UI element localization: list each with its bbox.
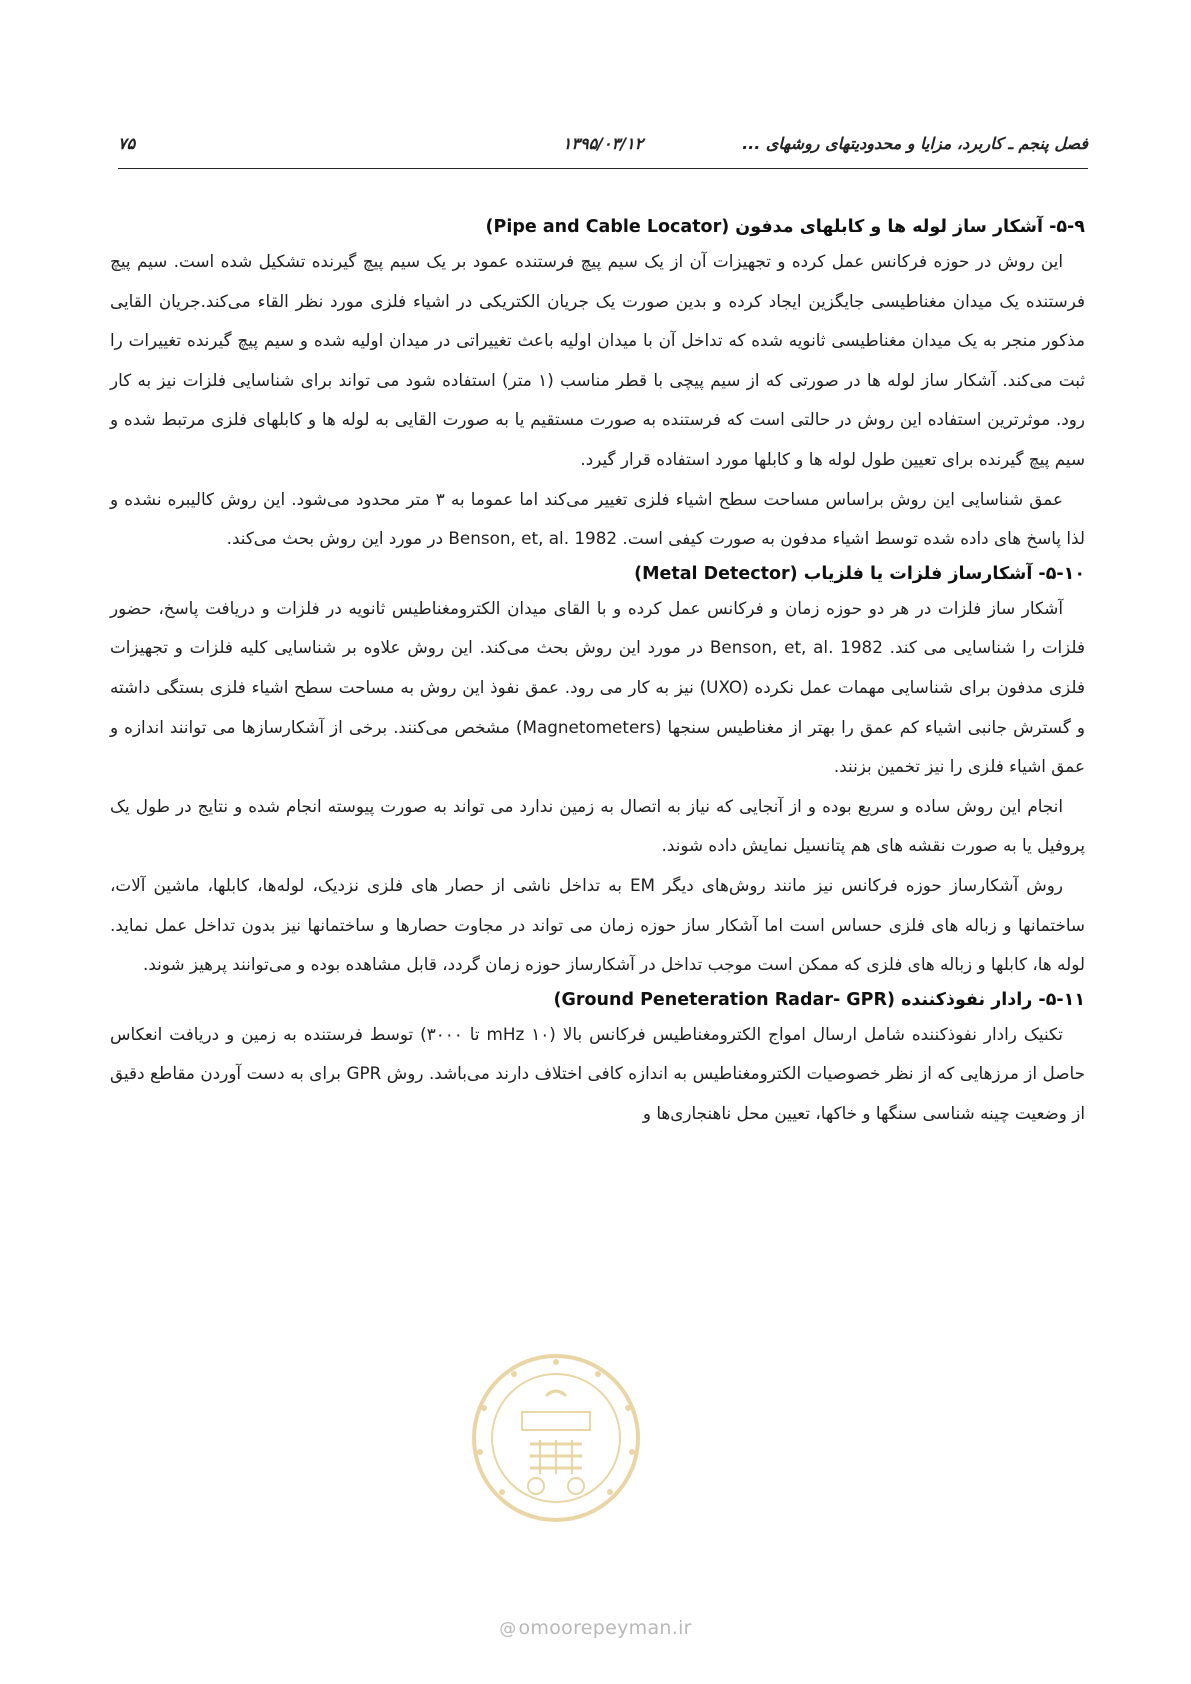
at-icon: @ (499, 1619, 517, 1639)
chapter-title: فصل پنجم ـ کاربرد، مزایا و محدودیتهای روشهای ... (742, 134, 1088, 153)
section-heading-pipe-cable-locator: ۵-۹- آشکار ساز لوله ها و کابلهای مدفون (Pipe and Cable Locator) (485, 217, 1085, 237)
paragraph: عمق شناسایی این روش براساس مساحت سطح اشیاء فلزی تغییر می‌کند اما عموما به ۳ متر محدود می‌شود. این روش کالیبره نشده و لذا پاسخ های داده شده توسط اشیاء مدفون به صورت کیفی است. Benson, et, al. 1982 در مورد این روش بحث می‌کند. (110, 488, 1085, 549)
section-heading-gpr: ۵-۱۱- رادار نفوذکننده (Ground Peneteration Radar- GPR) (553, 989, 1085, 1010)
watermark-seal-logo (470, 1352, 642, 1524)
page-header (118, 126, 1088, 169)
page-number: ۷۵ (118, 134, 136, 153)
footer-website: @ omoorepeyman.ir (499, 1617, 692, 1639)
page-body (110, 212, 1085, 1133)
paragraph: تکنیک رادار نفوذکننده شامل ارسال امواج الکترومغناطیس فرکانس بالا (۱۰ mHz تا ۳۰۰۰) توسط فرستنده به زمین و دریافت انعکاس حاصل از مرزهایی که از نظر خصوصیات الکترومغناطیس به اندازه کافی اختلاف دارند می‌باشد. روش GPR برای به دست آوردن مقاطع دقیق از وضعیت چینه شناسی سنگها و خاکها، تعیین محل ناهنجاری‌ها و (110, 1023, 1086, 1123)
paragraph: آشکار ساز فلزات در هر دو حوزه زمان و فرکانس عمل کرده و با القای میدان الکترومغناطیس ثانویه در فلزات و دریافت پاسخ، حضور فلزات را شناسایی می کند. Benson, et, al. 1982 در مورد این روش بحث می‌کند. این روش علاوه بر شناسایی کلیه فلزات و تجهیزات فلزی مدفون برای شناسایی مهمات عمل نکرده (UXO) نیز به کار می رود. عمق نفوذ این روش به مساحت سطح اشیاء فلزی بستگی داشته و گسترش جانبی اشیاء کم عمق را بهتر از مغناطیس سنجها (Magnetometers) مشخص می‌کنند. برخی از آشکارسازها می توانند اندازه و عمق اشیاء فلزی را نیز تخمین بزنند. (110, 597, 1085, 777)
paragraph: روش آشکارساز حوزه فرکانس نیز مانند روش‌های دیگر EM به تداخل ناشی از حصار های فلزی نزدیک، لوله‌ها، کابلها، ماشین آلات، ساختمانها و زباله های فلزی حساس است اما آشکار ساز حوزه زمان می تواند در مجاوت حصارها و ساختمانها نیز بدون تداخل عمل نماید. لوله ها، کابلها و زباله های فلزی که ممکن است موجب تداخل در آشکارساز حوزه زمان گردد، قابل مشاهده بوده و می‌توانند پرهیز شوند. (110, 874, 1085, 975)
paragraph: این روش در حوزه فرکانس عمل کرده و تجهیزات آن از یک سیم پیچ فرستنده عمود بر یک سیم پیچ گیرنده تشکیل شده است. سیم پیچ فرستنده یک میدان مغناطیسی جایگزین ایجاد کرده و بدین صورت یک جریان الکتریکی در اشیاء فلزی مورد نظر القاء می‌کند.جریان القایی مذکور منجر به یک میدان مغناطیسی ثانویه شده که تداخل آن با میدان اولیه باعث تغییراتی در میدان اولیه شده و سیم پیچ گیرنده تغییرات را ثبت می‌کند. آشکار ساز لوله ها در صورتی که از سیم پیچی با قطر مناسب (۱ متر) استفاده شود می تواند برای شناسایی فلزات نیز به کار رود. موثرترین استفاده این روش در حالتی است که فرستنده به صورت مستقیم یا به صورت القایی به لوله ها و کابلهای فلزی مرتبط شده و سیم پیچ گیرنده برای تعیین طول لوله ها و کابلها مورد استفاده قرار گیرد. (110, 251, 1085, 469)
header-date: ۱۳۹۵/۰۳/۱۲ (562, 134, 644, 153)
paragraph: انجام این روش ساده و سریع بوده و از آنجایی که نیاز به اتصال به زمین ندارد می تواند به صورت پیوسته انجام شده و نتایج در طول یک پروفیل یا به صورت نقشه های هم پتانسیل نمایش داده شوند. (110, 795, 1085, 856)
section-heading-metal-detector: ۵-۱۰- آشکارساز فلزات یا فلزیاب (Metal Detector) (634, 563, 1085, 584)
